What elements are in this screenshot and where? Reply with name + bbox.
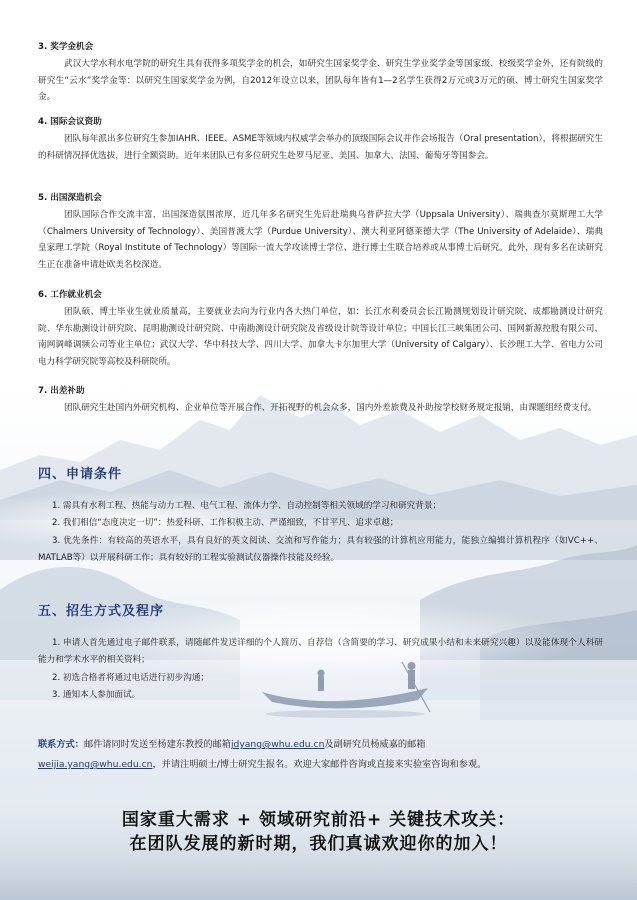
requirements-heading: 四、申请条件 bbox=[38, 467, 123, 482]
section-travel bbox=[38, 383, 603, 417]
email-link-primary[interactable]: jdyang@whu.edu.cn bbox=[230, 739, 325, 750]
email-link-secondary[interactable]: weijia.yang@whu.edu.cn bbox=[38, 759, 153, 770]
section-conference bbox=[38, 114, 603, 164]
contact-info bbox=[38, 735, 608, 775]
travel-text: 团队研究生赴国内外研究机构、企业单位等开展合作、开拓视野的机会众多，国内外差旅费及补助按学校财务规定报销，由课题组经费支付。 bbox=[64, 402, 597, 413]
requirements-list bbox=[38, 498, 603, 568]
study-abroad-text: 团队国际合作交流丰富，出国深造氛围浓厚，近几年多名研究生先后赴瑞典乌普萨拉大学（Uppsala University）、瑞典查尔莫斯理工大学（Chalmers University of Technology）、美国普渡大学（Purdue University）、澳大利亚阿德莱德大学（The University of Adelaide）、瑞典皇家理工学院（Royal Institute of Technology）等国际一流大学攻读博士学位、进行博士生联合培养或从事博士后研究。此外，现有多名在读研究生正在准备申请赴欧美名校深造。 bbox=[38, 209, 603, 271]
list-item: 2. 初选合格者将通过电话进行初步沟通； bbox=[52, 672, 210, 683]
contact-text-2: 及副研究员杨威嘉的邮箱 bbox=[324, 739, 426, 750]
employment-heading: 6. 工作就业机会 bbox=[38, 290, 102, 300]
scholarship-text: 武汉大学水利水电学院的研究生具有获得多项奖学金的机会，如研究生国家奖学金、研究生学业奖学金等国家级、校级奖学金外，还有院级的研究生“云水”奖学金等：以研究生国家奖学金为例，自2012年设立以来，团队每年皆有1—2名学生获得2万元或3万元的硕、博士研究生国家奖学金。 bbox=[38, 58, 603, 103]
contact-text-1: 邮件请同时发送至杨建东教授的邮箱 bbox=[83, 739, 231, 750]
section-study-abroad bbox=[38, 190, 603, 274]
slogan-line-1: 国家重大需求 + 领域研究前沿+ 关键技术攻关： bbox=[121, 810, 516, 830]
section-employment bbox=[38, 287, 603, 371]
list-item: 2. 我们相信“态度决定一切”：热爱科研、工作积极主动、严谨细致，不甘平凡、追求卓越； bbox=[52, 518, 399, 529]
contact-text-3: ，并请注明硕士/博士研究生报名。欢迎大家邮件咨询或直接来实验室咨询和参观。 bbox=[152, 759, 487, 770]
list-item: 3. 通知本人参加面试。 bbox=[52, 690, 141, 701]
scholarship-heading: 3. 奖学金机会 bbox=[38, 42, 94, 52]
contact-label: 联系方式： bbox=[38, 739, 84, 750]
list-item: 1. 申请人首先通过电子邮件联系，请随邮件发送详细的个人简历、自荐信（含简要的学习、研究成果小结和未来研究兴趣）以及能体现个人科研能力和学术水平的相关资料； bbox=[38, 638, 603, 666]
travel-heading: 7. 出差补助 bbox=[38, 386, 85, 396]
conference-heading: 4. 国际会议资助 bbox=[38, 117, 102, 127]
study-abroad-heading: 5. 出国深造机会 bbox=[38, 193, 102, 203]
section-scholarship bbox=[38, 39, 603, 106]
list-item: 3. 优先条件：有较高的英语水平，具有良好的英文阅读、交流和写作能力；具有较强的计算机应用能力，能独立编辑计算机程序（如VC++、MATLAB等）以开展科研工作；具有较好的工程实验测试仪器操作技能及经验。 bbox=[38, 535, 603, 564]
conference-text: 团队每年派出多位研究生参加IAHR、IEEE、ASME等领域内权威学会举办的顶级国际会议并作会场报告（Oral presentation），将根据研究生的科研情况择优选拔，进行全额资助。近年来团队已有多位研究生赴罗马尼亚、美国、加拿大、法国、葡萄牙等国参会。 bbox=[38, 133, 603, 161]
list-item: 1. 需具有水利工程、热能与动力工程、电气工程、流体力学、自动控制等相关领域的学习和研究背景； bbox=[52, 501, 442, 511]
slogan-line-2: 在团队发展的新时期，我们真诚欢迎你的加入！ bbox=[129, 834, 508, 854]
admission-list bbox=[38, 635, 603, 705]
admission-heading: 五、招生方式及程序 bbox=[38, 604, 165, 619]
slogan bbox=[0, 808, 637, 856]
employment-text: 团队硕、博士毕业生就业质量高，主要就业去向为行业内各大热门单位，如：长江水利委员会长江勘测规划设计研究院、成都勘测设计研究院、华东勘测设计研究院、昆明勘测设计研究院、中南勘测设计研究院及省级设计院等设计单位；中国长江三峡集团公司、国网新源控股有限公司、南网调峰调频公司等业主单位；武汉大学、华中科技大学、四川大学、加拿大卡尔加里大学（University of Calgary）、长沙理工大学、省电力公司电力科学研究院等高校及科研院所。 bbox=[38, 306, 603, 368]
